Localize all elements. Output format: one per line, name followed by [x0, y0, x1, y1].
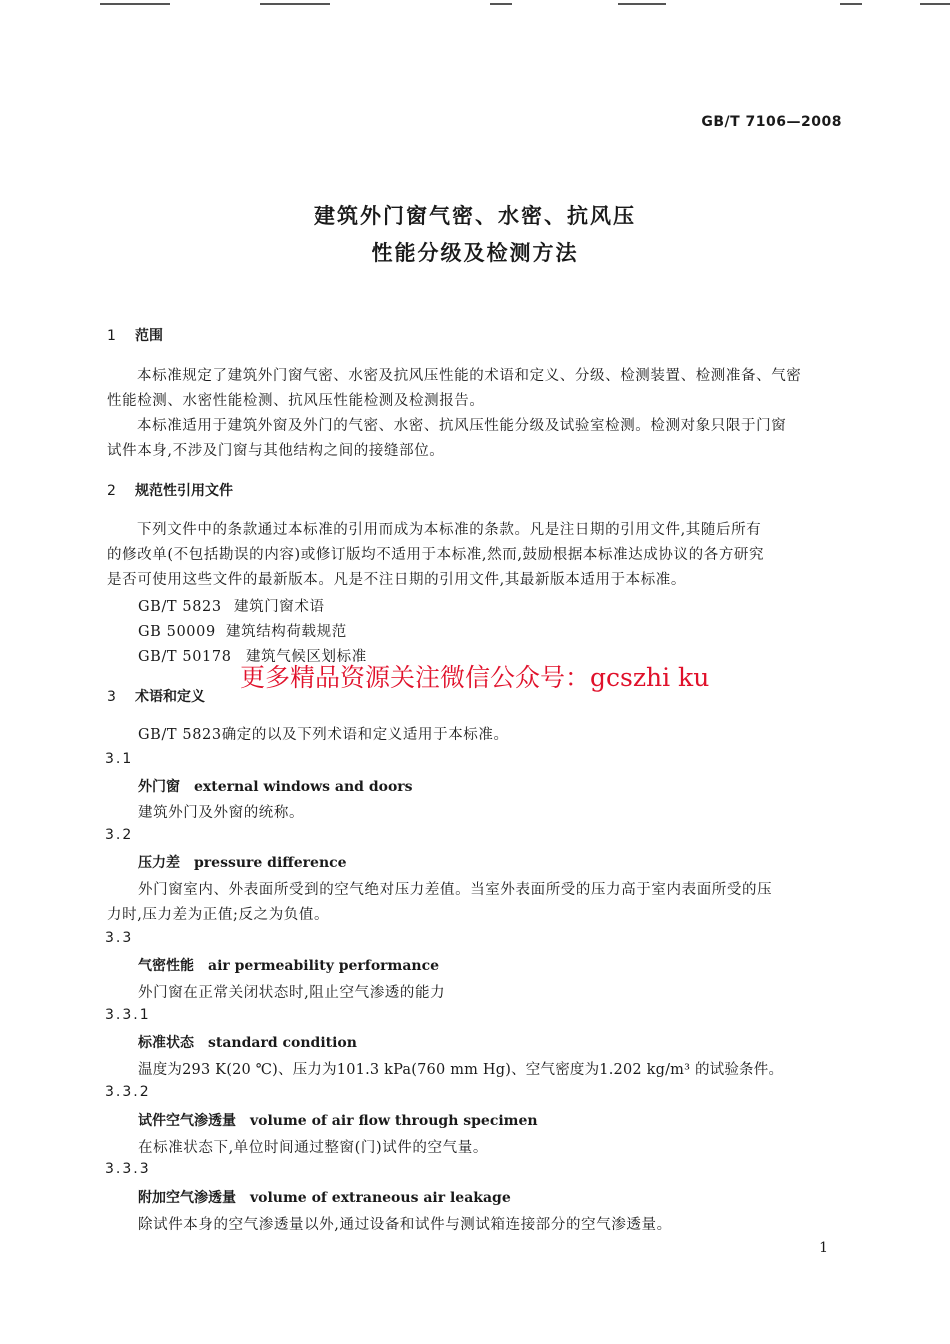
- standard-code: GB/T 7106—2008: [701, 114, 842, 130]
- clause-number: 3.3.3: [105, 1161, 151, 1177]
- term-english: volume of extraneous air leakage: [250, 1190, 511, 1206]
- paragraph-line: GB/T 5823确定的以及下列术语和定义适用于本标准。: [138, 727, 509, 743]
- term-definition: 外门窗在正常关闭状态时,阻止空气渗透的能力: [138, 985, 446, 1001]
- clause-number: 3.2: [105, 827, 134, 843]
- section-3-heading: [107, 686, 205, 706]
- watermark-text: 更多精品资源关注微信公众号：gcszhi ku: [240, 663, 710, 692]
- reference-name: 建筑门窗术语: [234, 599, 325, 615]
- document-title-line2: 性能分级及检测方法: [371, 241, 579, 265]
- term-definition: 建筑外门及外窗的统称。: [138, 805, 305, 821]
- clause-number: 3.1: [105, 751, 134, 767]
- paragraph-line: 的修改单(不包括勘误的内容)或修订版均不适用于本标准,然而,鼓励根据本标准达成协议的各方研究: [107, 547, 765, 563]
- term-chinese: 气密性能: [138, 958, 194, 974]
- term-english: standard condition: [208, 1035, 357, 1051]
- scan-artifacts: [0, 0, 950, 14]
- paragraph-line: 本标准规定了建筑外门窗气密、水密及抗风压性能的术语和定义、分级、检测装置、检测准备、气密: [137, 368, 802, 384]
- term-chinese: 标准状态: [138, 1035, 194, 1051]
- paragraph-line: 试件本身,不涉及门窗与其他结构之间的接缝部位。: [107, 443, 445, 459]
- term-chinese: 试件空气渗透量: [138, 1113, 236, 1129]
- section-2-heading: [107, 480, 233, 500]
- term-definition: 力时,压力差为正值;反之为负值。: [107, 907, 330, 923]
- section-title: 范围: [135, 328, 163, 344]
- clause-number: 3.3.2: [105, 1084, 151, 1100]
- paragraph-line: 是否可使用这些文件的最新版本。凡是不注日期的引用文件,其最新版本适用于本标准。: [107, 572, 687, 588]
- normative-reference: [138, 620, 347, 641]
- section-number: 2: [107, 483, 116, 499]
- term-chinese: 压力差: [138, 855, 180, 871]
- reference-code: GB 50009: [138, 624, 216, 640]
- term-english: external windows and doors: [194, 779, 413, 795]
- section-number: 3: [107, 689, 116, 705]
- paragraph-line: 本标准适用于建筑外窗及外门的气密、水密、抗风压性能分级及试验室检测。检测对象只限于门窗: [137, 418, 787, 434]
- section-title: 术语和定义: [135, 689, 205, 705]
- term-chinese: 附加空气渗透量: [138, 1190, 236, 1206]
- paragraph-line: 下列文件中的条款通过本标准的引用而成为本标准的条款。凡是注日期的引用文件,其随后所有: [137, 522, 762, 538]
- term-definition: 外门窗室内、外表面所受到的空气绝对压力差值。当室外表面所受的压力高于室内表面所受的压: [138, 882, 773, 898]
- term-heading: [138, 776, 413, 796]
- section-title: 规范性引用文件: [135, 483, 233, 499]
- term-chinese: 外门窗: [138, 779, 180, 795]
- clause-number: 3.3: [105, 930, 134, 946]
- document-title-line1: 建筑外门窗气密、水密、抗风压: [314, 204, 636, 228]
- reference-code: GB/T 5823: [138, 599, 222, 615]
- term-heading: [138, 955, 439, 975]
- term-english: air permeability performance: [208, 958, 440, 974]
- term-heading: [138, 852, 347, 872]
- term-english: pressure difference: [194, 855, 347, 871]
- term-definition: 温度为293 K(20 ℃)、压力为101.3 kPa(760 mm Hg)、空气密度为1.202 kg/m³ 的试验条件。: [138, 1062, 784, 1078]
- clause-number: 3.3.1: [105, 1007, 151, 1023]
- term-heading: [138, 1110, 538, 1130]
- term-english: volume of air flow through specimen: [250, 1113, 538, 1129]
- paragraph-line: 性能检测、水密性能检测、抗风压性能检测及检测报告。: [107, 393, 485, 409]
- term-definition: 除试件本身的空气渗透量以外,通过设备和试件与测试箱连接部分的空气渗透量。: [138, 1217, 672, 1233]
- term-heading: [138, 1032, 357, 1052]
- term-heading: [138, 1187, 511, 1207]
- term-definition: 在标准状态下,单位时间通过整窗(门)试件的空气量。: [138, 1140, 488, 1156]
- reference-code: GB/T 50178: [138, 649, 232, 665]
- section-1-heading: [107, 325, 163, 345]
- page-number: 1: [819, 1240, 828, 1256]
- normative-reference: [138, 595, 325, 616]
- reference-name: 建筑气候区划标准: [246, 649, 367, 665]
- reference-name: 建筑结构荷载规范: [226, 624, 347, 640]
- section-number: 1: [107, 328, 116, 344]
